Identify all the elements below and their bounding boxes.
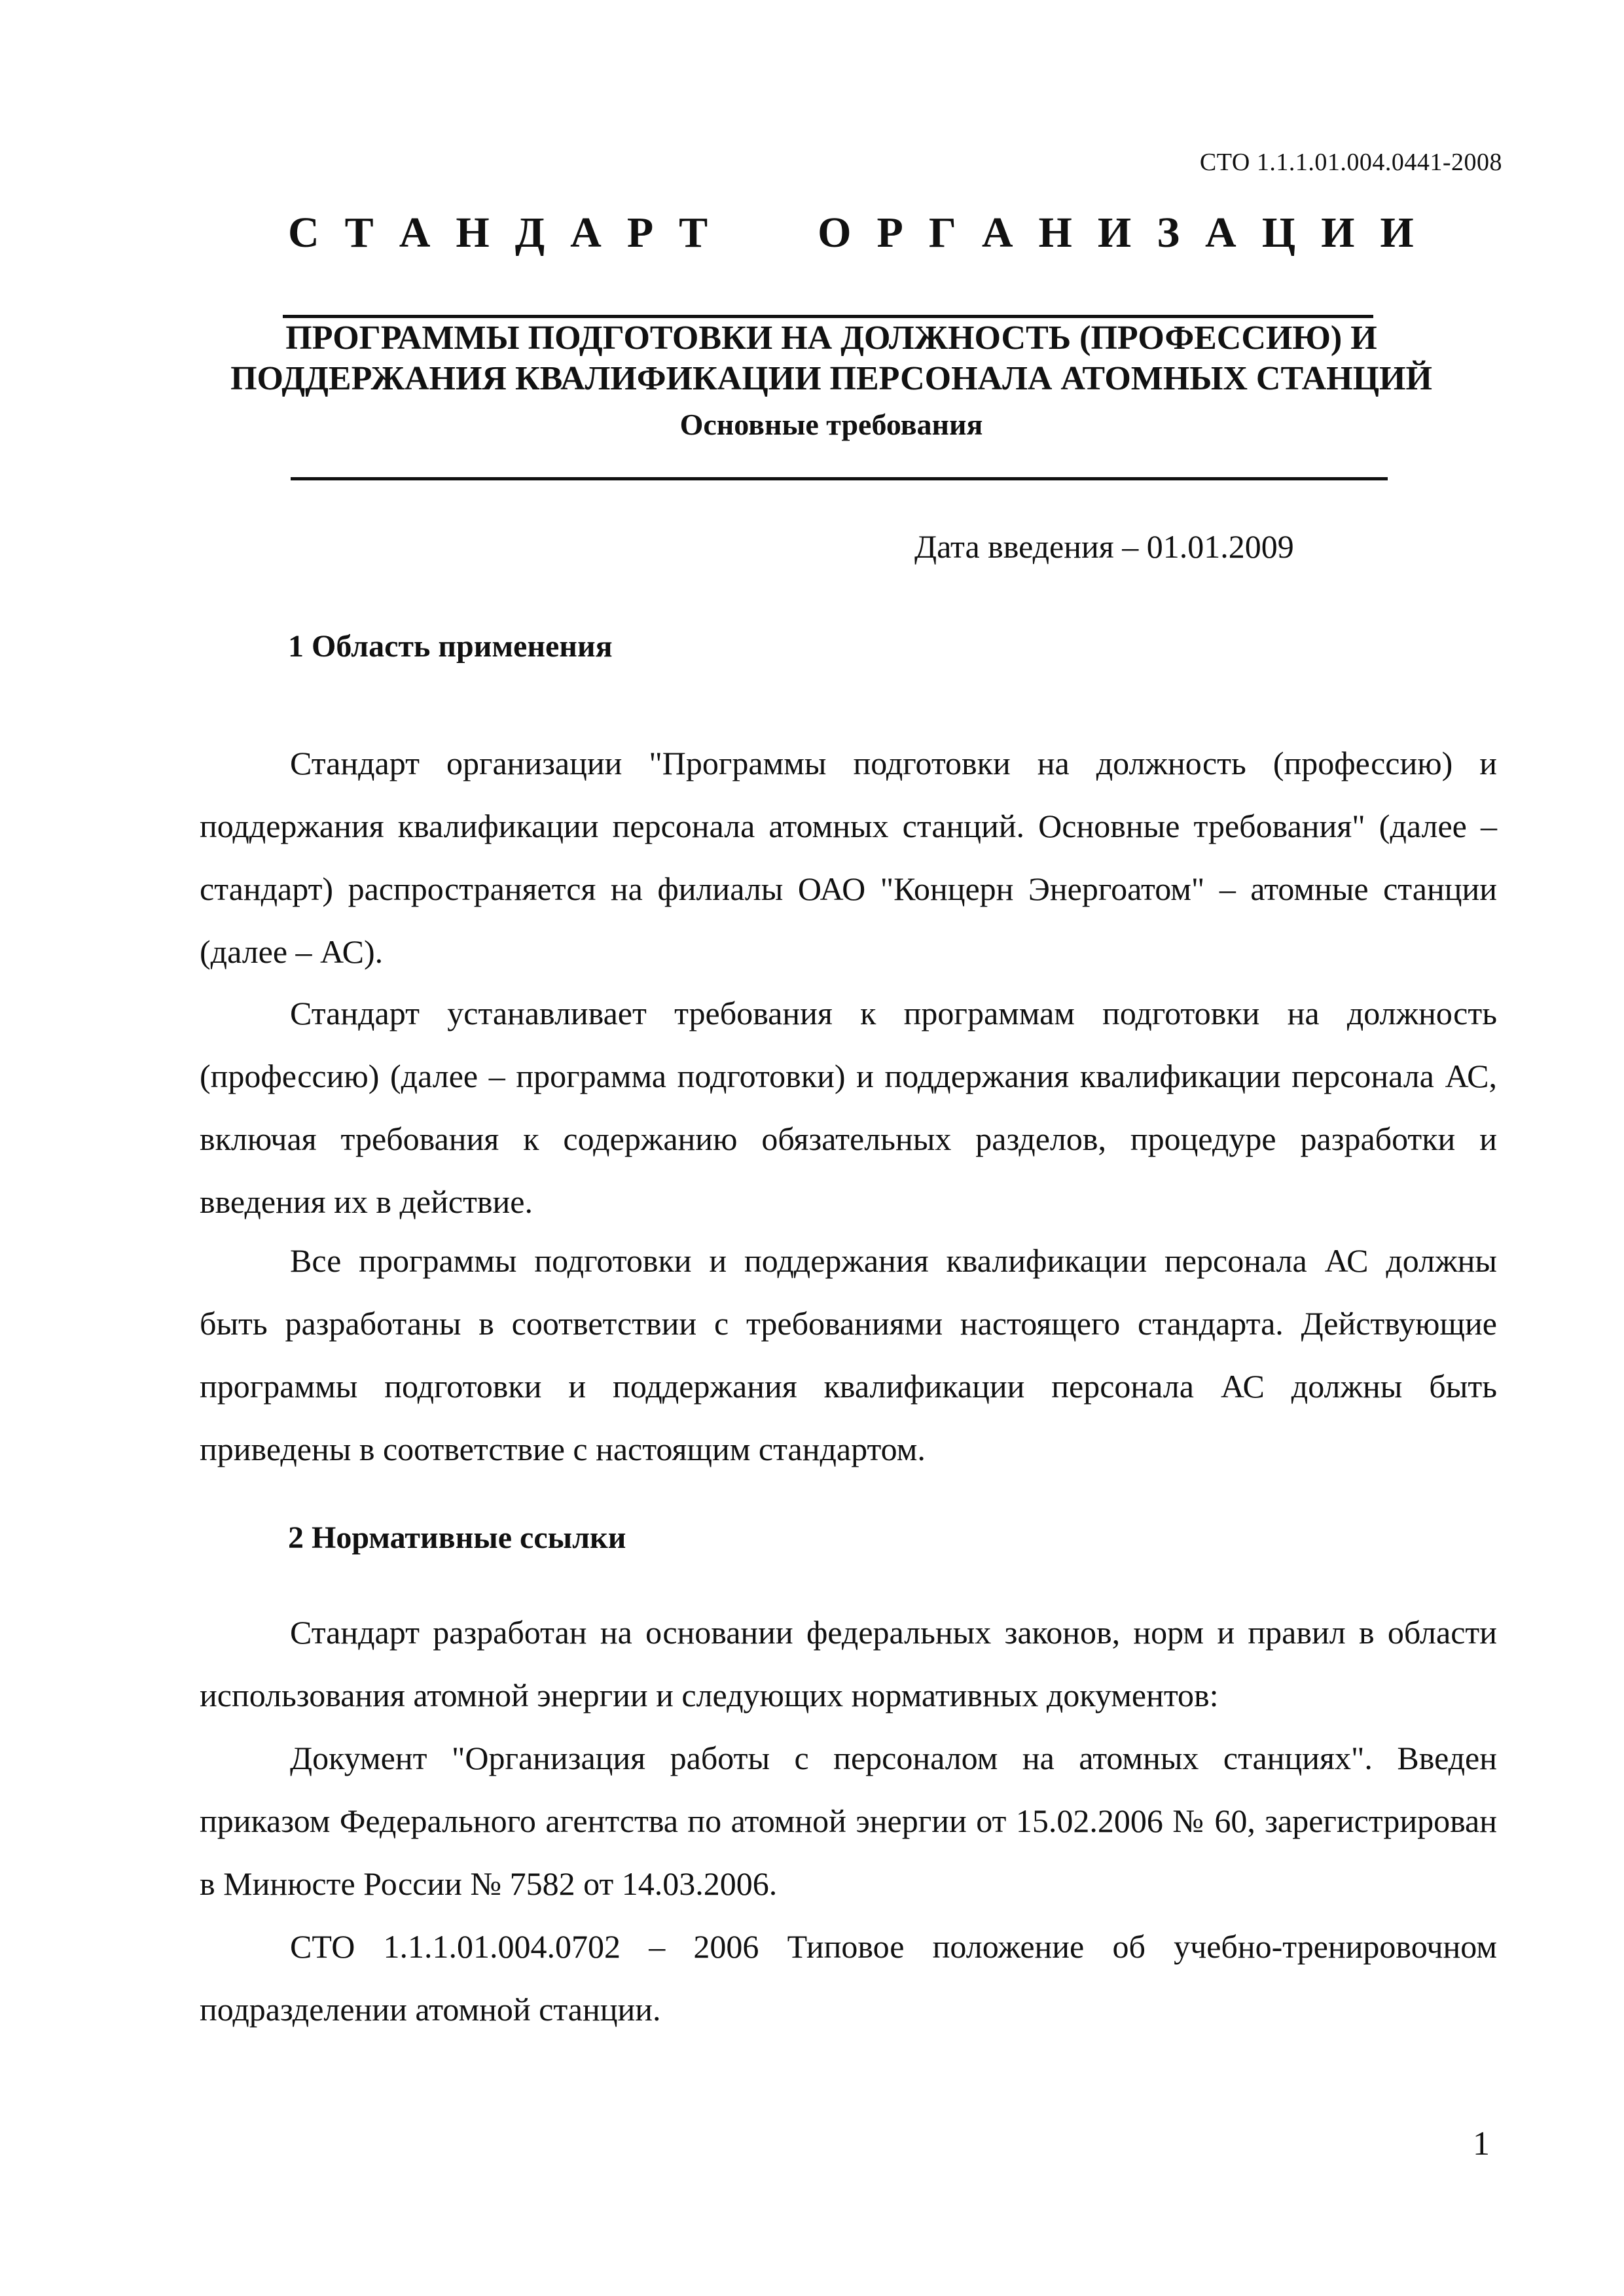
title-letter: Н — [456, 209, 490, 257]
title-letter: Т — [679, 209, 708, 257]
paragraph: Все программы подготовки и поддержания квалификации персонала АС должны быть разработаны в соответствии с требованиями настоящего стандарта. Действующие программы подготовки и поддержания квалификации персонала АС должны быть приведены в соответствие с настоящим стандартом. — [200, 1242, 1497, 1467]
title-letter: И — [1321, 209, 1355, 257]
introduction-date: Дата введения – 01.01.2009 — [914, 528, 1294, 565]
title-letter: Ц — [1261, 209, 1296, 257]
document-code: СТО 1.1.1.01.004.0441-2008 — [1199, 149, 1502, 176]
title-letter: О — [818, 209, 852, 257]
title-letter: Р — [876, 209, 903, 257]
document-subtitle: Основные требования — [679, 408, 983, 441]
title-letter: Р — [626, 209, 654, 257]
paragraph: Стандарт разработан на основании федеральных законов, норм и правил в области использования атомной энергии и следующих нормативных документов: — [200, 1614, 1497, 1713]
title-letter: А — [399, 209, 431, 257]
paragraph: Стандарт организации "Программы подготовки на должность (профессию) и поддержания квалификации персонала атомных станций. Основные требования" (далее – стандарт) распространяется на филиалы ОАО "Концерн Энергоатом" – атомные станции (далее – АС). — [200, 745, 1497, 970]
title-letter: Г — [928, 209, 956, 257]
title-letter: И — [1097, 209, 1132, 257]
document-title — [157, 318, 1506, 399]
paragraph: Документ "Организация работы с персоналом на атомных станциях". Введен приказом Федерального агентства по атомной энергии от 15.02.2006 № 60, зарегистрирован в Минюсте России № 7582 от 14.03.2006. — [200, 1740, 1497, 1902]
title-letter: З — [1157, 209, 1180, 257]
word-gap — [733, 208, 792, 258]
paragraph: СТО 1.1.1.01.004.0702 – 2006 Типовое положение об учебно-тренировочном подразделении атомной станции. — [200, 1928, 1497, 2028]
title-letter: А — [981, 209, 1013, 257]
organization-standard-title — [288, 208, 1414, 258]
document-title-line-2: ПОДДЕРЖАНИЯ КВАЛИФИКАЦИИ ПЕРСОНАЛА АТОМНЫХ СТАНЦИЙ — [230, 360, 1432, 397]
document-title-line-1: ПРОГРАММЫ ПОДГОТОВКИ НА ДОЛЖНОСТЬ (ПРОФЕССИЮ) И — [285, 319, 1377, 357]
page-number: 1 — [1473, 2125, 1490, 2162]
title-letter: Т — [344, 209, 374, 257]
title-letter: И — [1380, 209, 1414, 257]
title-bottom-rule — [291, 477, 1388, 480]
section-heading-scope: 1 Область применения — [288, 629, 613, 664]
title-letter: А — [570, 209, 602, 257]
section-heading-normative-references: 2 Нормативные ссылки — [288, 1520, 626, 1555]
title-letter: С — [288, 209, 319, 257]
paragraph: Стандарт устанавливает требования к программам подготовки на должность (профессию) (далее – программа подготовки) и поддержания квалификации персонала АС, включая требования к содержанию обязательных разделов, процедуре разработки и введения их в действие. — [200, 995, 1497, 1220]
title-letter: Д — [514, 209, 545, 257]
title-letter: А — [1205, 209, 1236, 257]
title-letter: Н — [1038, 209, 1072, 257]
